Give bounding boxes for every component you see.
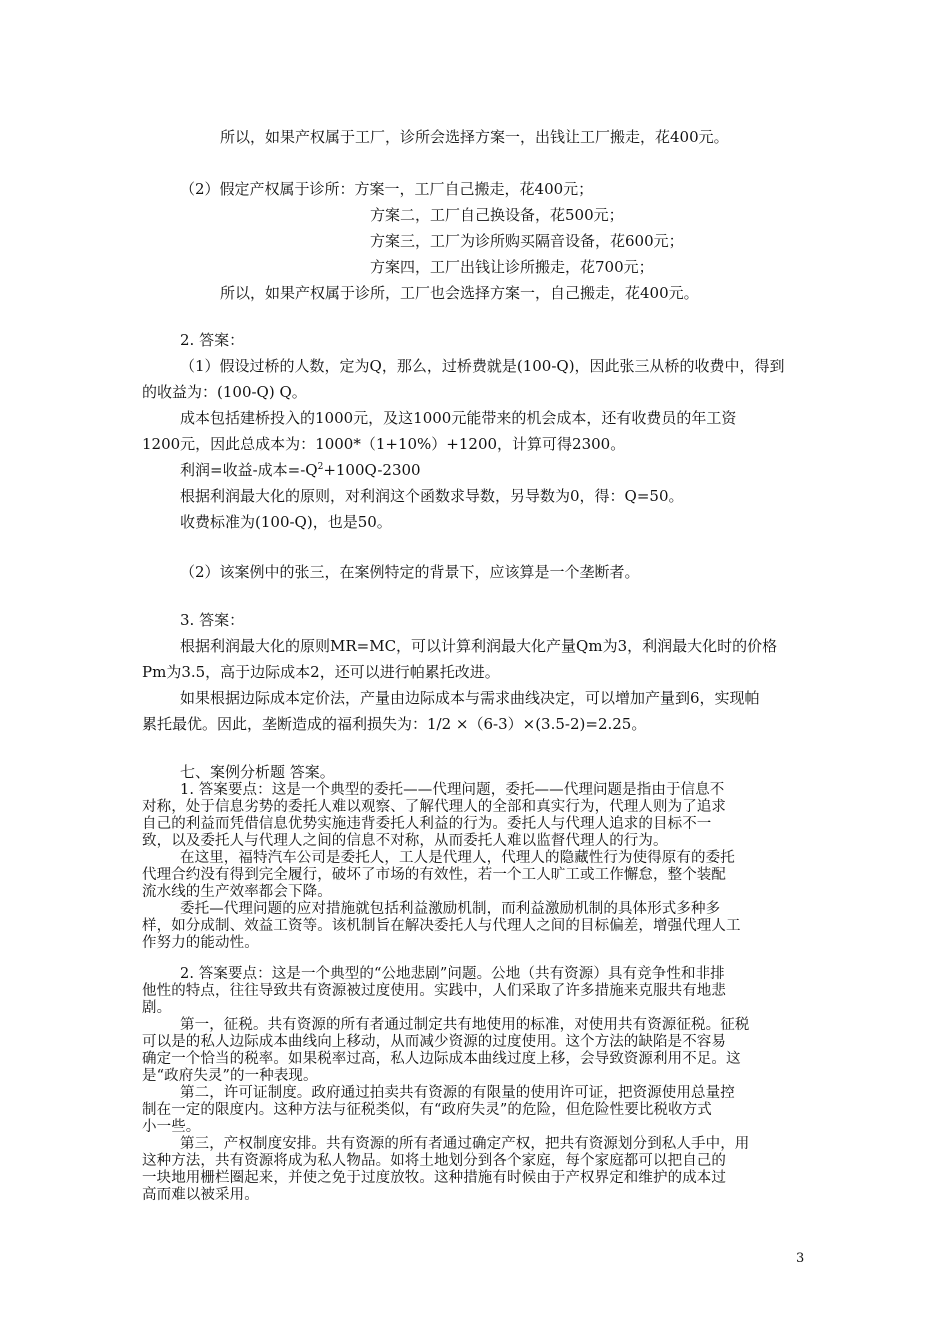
answer2-line: 1200元，因此总成本为：1000*（1+10%）+1200，计算可得2300。 [142, 435, 626, 453]
conclusion-factory: 所以，如果产权属于工厂，诊所会选择方案一，出钱让工厂搬走，花400元。 [220, 128, 729, 146]
conclusion-clinic: 所以，如果产权属于诊所，工厂也会选择方案一，自己搬走，花400元。 [220, 284, 699, 302]
case1-line: 委托—代理问题的应对措施就包括利益激励机制，而利益激励机制的具体形式多种多 [180, 901, 721, 917]
case2-line: 一块地用栅栏圈起来，并使之免于过度放牧。这种措施有时候由于产权界定和维护的成本过 [142, 1170, 726, 1186]
clinic-option-2: 方案二，工厂自己换设备，花500元； [370, 206, 624, 224]
case1-line: 流水线的生产效率都会下降。 [142, 884, 332, 900]
profit-formula [180, 460, 421, 480]
case2-line: 他性的特点，往往导致共有资源被过度使用。实践中，人们采取了许多措施来克服共有地悲 [142, 983, 726, 999]
case1-line: 作努力的能动性。 [142, 935, 259, 951]
case1-line: 对称，处于信息劣势的委托人难以观察、了解代理人的全部和真实行为，代理人则为了追求 [142, 799, 726, 815]
answer3-line: Pm为3.5，高于边际成本2，还可以进行帕累托改进。 [142, 663, 500, 681]
case1-line: 在这里，福特汽车公司是委托人，工人是代理人，代理人的隐藏性行为使得原有的委托 [180, 850, 735, 866]
profit-formula-rest: +100Q-2300 [323, 461, 421, 479]
case1-line: 代理合约没有得到完全履行，破坏了市场的有效性，若一个工人旷工或工作懈怠，整个装配 [142, 867, 726, 883]
answer3-heading: 3. 答案： [180, 611, 245, 629]
case2-line: 制在一定的限度内。这种方法与征税类似，有“政府失灵”的危险，但危险性要比税收方式 [142, 1102, 712, 1118]
clinic-option-3: 方案三，工厂为诊所购买隔音设备，花600元； [370, 232, 684, 250]
page-number: 3 [796, 1251, 805, 1266]
answer3-line: 根据利润最大化的原则MR=MC，可以计算利润最大化产量Qm为3，利润最大化时的价格 [180, 637, 778, 655]
case2-line: 2. 答案要点：这是一个典型的“公地悲剧”问题。公地（共有资源）具有竞争性和非排 [180, 966, 725, 982]
case2-line: 剧。 [142, 1000, 172, 1016]
answer2-line: 的收益为：(100-Q) Q。 [142, 383, 307, 401]
case2-line: 第二，许可证制度。政府通过拍卖共有资源的有限量的使用许可证，把资源使用总量控 [180, 1085, 735, 1101]
case2-line: 是“政府失灵”的一种表现。 [142, 1068, 318, 1084]
answer2-line: 成本包括建桥投入的1000元，及这1000元能带来的机会成本，还有收费员的年工资 [180, 409, 737, 427]
answer3-line: 累托最优。因此，垄断造成的福利损失为：1/2 ×（6-3）×(3.5-2)=2.25。 [142, 715, 647, 733]
answer3-line: 如果根据边际成本定价法，产量由边际成本与需求曲线决定，可以增加产量到6，实现帕 [180, 689, 760, 707]
answer2-line: 收费标准为(100-Q)，也是50。 [180, 513, 392, 531]
case1-line: 致，以及委托人与代理人之间的信息不对称，从而委托人难以监督代理人的行为。 [142, 833, 668, 849]
case2-line: 这种方法，共有资源将成为私人物品。如将土地划分到各个家庭，每个家庭都可以把自己的 [142, 1153, 726, 1169]
case2-line: 可以是的私人边际成本曲线向上移动，从而减少资源的过度使用。这个方法的缺陷是不容易 [142, 1034, 726, 1050]
case1-line: 1. 答案要点：这是一个典型的委托——代理问题，委托——代理问题是指由于信息不 [180, 782, 725, 798]
section7-heading: 七、案例分析题 答案。 [180, 763, 335, 781]
answer2-heading: 2. 答案： [180, 331, 245, 349]
answer2-line: 根据利润最大化的原则，对利润这个函数求导数，另导数为0，得：Q=50。 [180, 487, 684, 505]
case2-line: 第一，征税。共有资源的所有者通过制定共有地使用的标准，对使用共有资源征税。征税 [180, 1017, 750, 1033]
case2-line: 确定一个恰当的税率。如果税率过高，私人边际成本曲线过度上移，会导致资源利用不足。这 [142, 1051, 741, 1067]
case2-line: 高而难以被采用。 [142, 1187, 259, 1203]
answer2-line: （1）假设过桥的人数，定为Q，那么，过桥费就是(100-Q)，因此张三从桥的收费中，得到 [180, 357, 785, 375]
clinic-option-4: 方案四，工厂出钱让诊所搬走，花700元； [370, 258, 654, 276]
case2-line: 小一些。 [142, 1119, 201, 1135]
clinic-option-1: （2）假定产权属于诊所：方案一，工厂自己搬走，花400元； [180, 180, 594, 198]
profit-formula-main: 利润=收益-成本=-Q [180, 461, 318, 479]
answer2-line: （2）该案例中的张三，在案例特定的背景下，应该算是一个垄断者。 [180, 563, 640, 581]
profit-formula-exponent: 2 [317, 462, 324, 472]
case1-line: 样，如分成制、效益工资等。该机制旨在解决委托人与代理人之间的目标偏差，增强代理人工 [142, 918, 741, 934]
case1-line: 自己的利益而凭借信息优势实施违背委托人利益的行为。委托人与代理人追求的目标不一 [142, 816, 712, 832]
case2-line: 第三，产权制度安排。共有资源的所有者通过确定产权，把共有资源划分到私人手中，用 [180, 1136, 750, 1152]
